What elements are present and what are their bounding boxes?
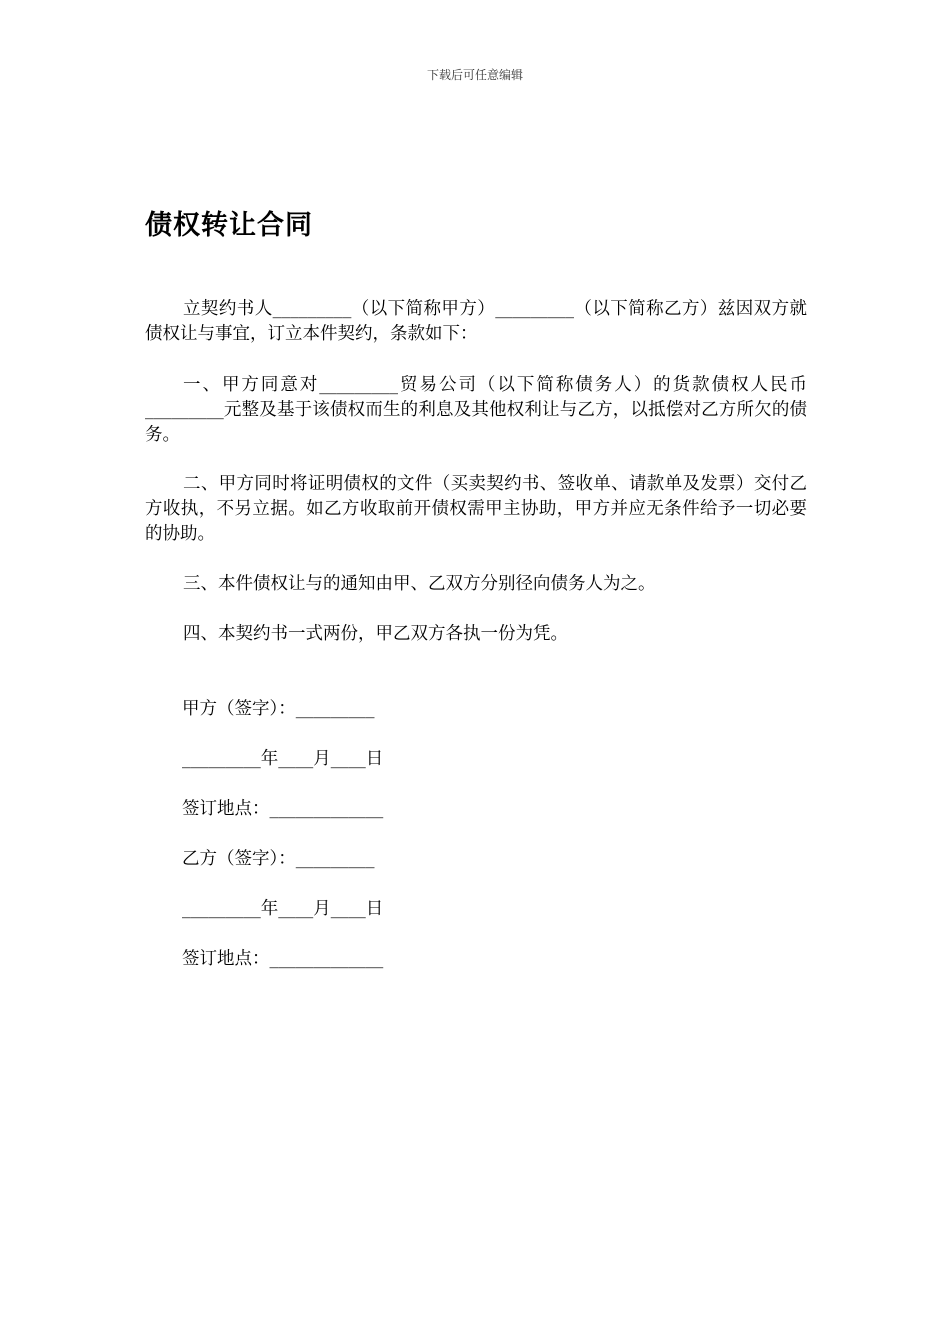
document-title: 债权转让合同 — [145, 210, 313, 241]
clause-four: 四、本契约书一式两份，甲乙双方各执一份为凭。 — [183, 624, 568, 644]
party-a-date-line: _________年____月____日 — [182, 749, 384, 769]
party-a-signature-line: 甲方（签字）：_________ — [182, 699, 375, 719]
clause-two: 二、甲方同时将证明债权的文件（买卖契约书、签收单、请款单及发票）交付乙方收执，不另立据。如乙方收取前开债权需甲主协助，甲方并应无条件给予一切必要的协助。 — [145, 474, 807, 544]
party-b-signature-line: 乙方（签字）：_________ — [182, 849, 375, 869]
party-b-date-line: _________年____月____日 — [182, 899, 384, 919]
page-header-note: 下载后可任意编辑 — [426, 68, 523, 82]
clause-three: 三、本件债权让与的通知由甲、乙双方分别径向债务人为之。 — [183, 574, 656, 594]
party-a-place-line: 签订地点：_____________ — [182, 799, 384, 819]
preamble-paragraph: 立契约书人_________（以下简称甲方）_________（以下简称乙方）兹因双方就债权让与事宜，订立本件契约，条款如下： — [145, 299, 807, 344]
party-b-place-line: 签订地点：_____________ — [182, 949, 384, 969]
clause-one: 一、甲方同意对_________贸易公司（以下简称债务人）的货款债权人民币_________元整及基于该债权而生的利息及其他权利让与乙方，以抵偿对乙方所欠的债务。 — [145, 375, 807, 445]
